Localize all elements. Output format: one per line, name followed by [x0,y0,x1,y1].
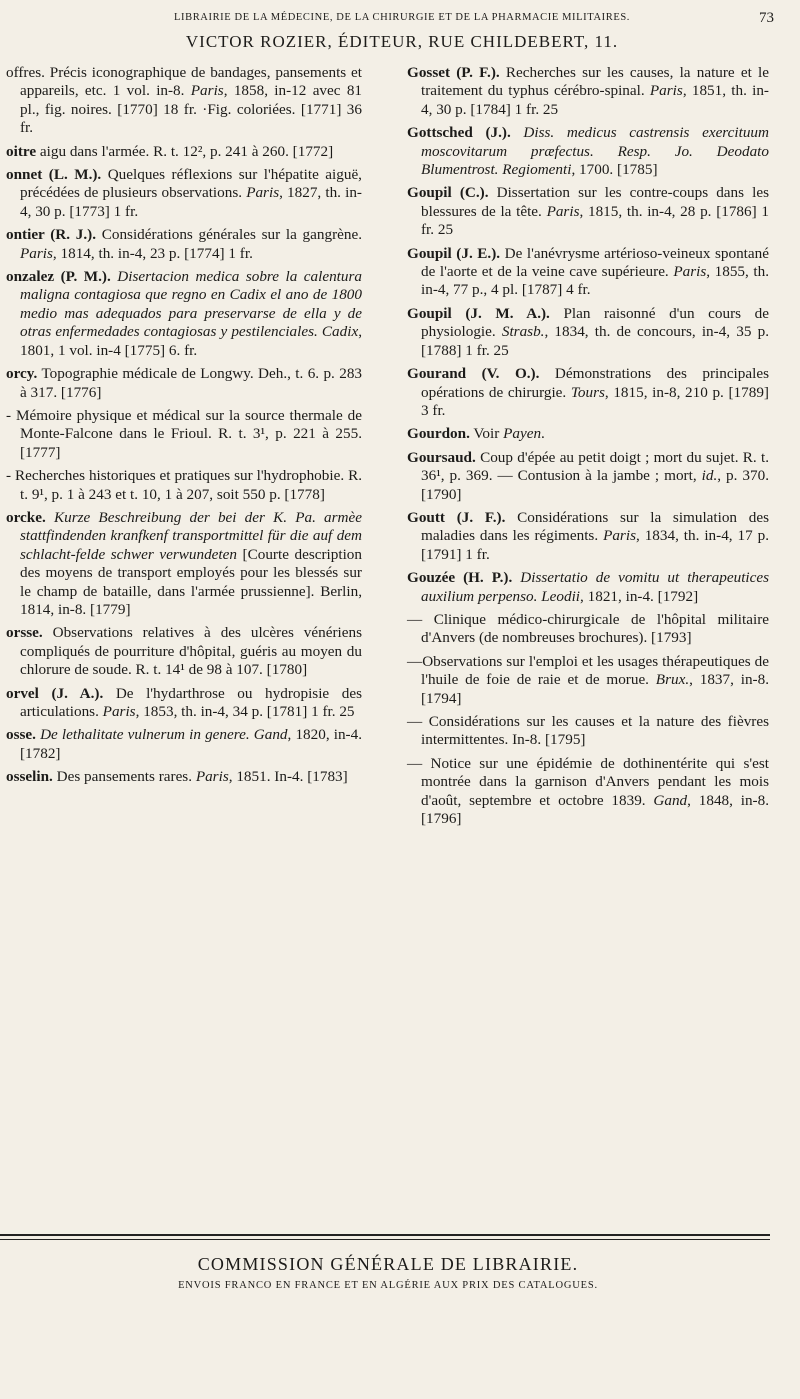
catalogue-entry: - Mémoire physique et médical sur la source thermale de Monte-Falcone dans le Frioul. R. t. 3¹, p. 221 à 255. [1777] [6,406,362,461]
catalogue-entry: onzalez (P. M.). Disertacion medica sobre la calentura maligna contagiosa que regno en Cadix el ano de 1800 medio mas adequados para preservarse de ella y de otras enfermedades contagiosas y pestilenciales. Cadix, 1801, 1 vol. in-4 [1775] 6. fr. [6,268,362,359]
catalogue-entry: ontier (R. J.). Considérations générales sur la gangrène. Paris, 1814, th. in-4, 23 p. [1774] 1 fr. [6,226,362,262]
catalogue-entry: Goupil (J. M. A.). Plan raisonné d'un cours de physiologie. Strasb., 1834, th. de concours, in-4, 35 p. [1788] 1 fr. 25 [407,304,770,359]
running-head: LIBRAIRIE DE LA MÉDECINE, DE LA CHIRURGIE ET DE LA PHARMACIE MILITAIRES. [173,12,631,23]
catalogue-entry: — Clinique médico-chirurgicale de l'hôpital militaire d'Anvers (de nombreuses brochures). [1793] [407,610,769,647]
catalogue-entry: Goutt (J. F.). Considérations sur la simulation des maladies dans les régiments. Paris, 1834, th. in-4, 17 p. [1791] 1 fr. [407,508,769,563]
catalogue-entry: oitre aigu dans l'armée. R. t. 12², p. 241 à 260. [1772] [6,142,334,160]
catalogue-entry: Gourand (V. O.). Démonstrations des principales opérations de chirurgie. Tours, 1815, in-8, 210 p. [1789] 3 fr. [407,365,769,419]
catalogue-entry: osse. De lethalitate vulnerum in genere. Gand, 1820, in-4. [1782] [6,726,363,762]
catalogue-entry: Goursaud. Coup d'épée au petit doigt ; mort du sujet. R. t. 36¹, p. 369. — Contusion à la jambe ; mort, id., p. 370. [1790] [407,448,770,503]
publisher-line: VICTOR ROZIER, ÉDITEUR, RUE CHILDEBERT, 11. [185,32,619,51]
catalogue-entry: osselin. Des pansements rares. Paris, 1851. In-4. [1783] [6,768,348,786]
catalogue-entry: Gouzée (H. P.). Dissertatio de vomitu ut therapeutices auxilium perpenso. Leodii, 1821, in-4. [1792] [407,569,770,605]
page-number: 73 [759,10,774,26]
catalogue-entry: - Recherches historiques et pratiques sur l'hydrophobie. R. t. 9¹, p. 1 à 243 et t. 10, 1 à 207, soit 550 p. [1778] [6,467,362,503]
catalogue-entry: Gourdon. Voir Payen. [407,425,545,443]
catalogue-entry: orsse. Observations relatives à des ulcères vénériens compliqués de pourriture d'hôpital, guéris au moyen du chlorure de soude. R. t. 14¹ de 98 à 107. [1780] [6,624,362,679]
footer-rule-thick [0,1234,770,1236]
footer-title: COMMISSION GÉNÉRALE DE LIBRAIRIE. [197,1254,579,1274]
catalogue-entry: offres. Précis iconographique de bandages, pansements et appareils, etc. 1 vol. in-8. Paris, 1858, in-12 avec 81 pl., fig. noires. [1770] 18 fr. ·Fig. coloriées. [1771] 36 fr. [6,64,363,137]
catalogue-entry: Gottsched (J.). Diss. medicus castrensis exercituum moscovitarum præfectus. Resp. Jo. Deodato Blumentrost. Regiomenti, 1700. [1785] [407,124,769,179]
left-column [6,64,362,792]
catalogue-entry: — Considérations sur les causes et la nature des fièvres intermittentes. In-8. [1795] [407,713,769,749]
catalogue-entry: onnet (L. M.). Quelques réflexions sur l'hépatite aiguë, précédées de plusieurs observations. Paris, 1827, th. in-4, 30 p. [1773] 1 fr. [6,166,362,220]
catalogue-entry: orvel (J. A.). De l'hydarthrose ou hydropisie des articulations. Paris, 1853, th. in-4, 34 p. [1781] 1 fr. 25 [6,684,362,720]
catalogue-entry: orcy. Topographie médicale de Longwy. Deh., t. 6. p. 283 à 317. [1776] [6,365,362,401]
catalogue-entry: —Observations sur l'emploi et les usages thérapeutiques de l'huile de foie de raie et de morue. Brux., 1837, in-8. [1794] [407,652,769,707]
catalogue-entry: Gosset (P. F.). Recherches sur les causes, la nature et le traitement du typhus cérébro-spinal. Paris, 1851, th. in-4, 30 p. [1784] 1 fr. 25 [407,64,770,118]
catalogue-entry: Goupil (J. E.). De l'anévrysme artérioso-veineux spontané de l'aorte et de la veine cave supérieure. Paris, 1855, th. in-4, 77 p., 4 pl. [1787] 4 fr. [407,244,769,299]
catalogue-entry: orcke. Kurze Beschreibung der bei der K. Pa. armèe stattfindenden kranfkenf transportmittel für die auf dem schlacht-felde schwer verwundeten [Courte description des moyens de transport employés pour les blessés sur le champ de bataille, dans l'armée prussienne]. Berlin, 1814, in-8. [1779] [6,508,362,618]
footer-rule-thin [0,1239,770,1240]
catalogue-entry: Goupil (C.). Dissertation sur les contre-coups dans les blessures de la tête. Paris, 1815, th. in-4, 28 p. [1786] 1 fr. 25 [407,184,769,239]
catalogue-entry: — Notice sur une épidémie de dothinentérite qui s'est montrée dans la garnison d'Anvers pendant les mois d'août, septembre et octobre 1839. Gand, 1848, in-8. [1796] [407,754,770,828]
right-column [407,64,769,833]
footer-subtitle: ENVOIS FRANCO EN FRANCE ET EN ALGÉRIE AUX PRIX DES CATALOGUES. [178,1280,598,1291]
